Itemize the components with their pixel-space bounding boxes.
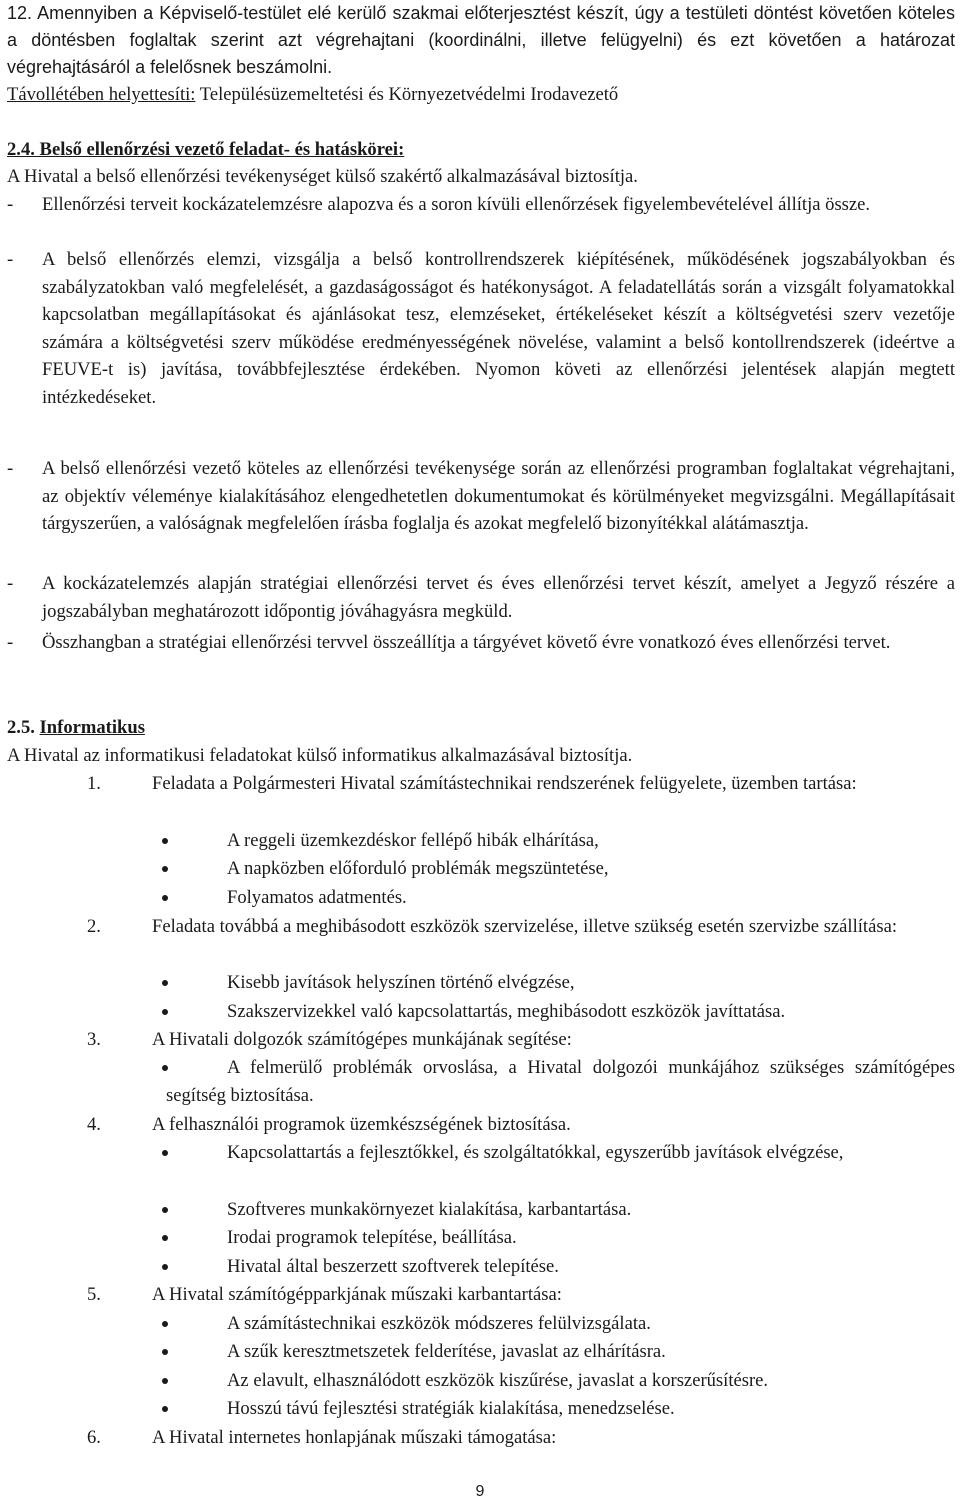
task-number: 6. xyxy=(87,1427,101,1448)
bullet-item xyxy=(166,1310,955,1338)
bullet-item xyxy=(166,1367,955,1395)
bullet-text: Folyamatos adatmentés. xyxy=(227,887,407,908)
bullet-icon xyxy=(162,838,168,844)
dash-marker: - xyxy=(7,194,14,215)
section-2-4-item-text: A belső ellenőrzési vezető köteles az ellenőrzési tevékenysége során az ellenőrzési programban foglaltakat végrehajtani, az objektív véleménye kialakításához elengedhetetlen dokumentumokat és körülményeket megvizsgálni. Megállapításait tárgyszerűen, a valóságnak megfelelően írásba foglalja és azokat megfelelő bizonyítékkal alátámasztja. xyxy=(42,458,955,534)
numbered-task xyxy=(87,1281,955,1309)
bullet-icon xyxy=(162,1009,168,1015)
deputy-line xyxy=(7,81,955,109)
task-number: 1. xyxy=(87,773,101,794)
dash-marker: - xyxy=(7,632,14,653)
bullet-icon xyxy=(162,1349,168,1355)
bullet-item xyxy=(166,1253,955,1281)
section-2-4-item-text: Ellenőrzési terveit kockázatelemzésre alapozva és a soron kívüli ellenőrzések figyelembevételével állítja össze. xyxy=(42,194,871,215)
task-text: A Hivatal internetes honlapjának műszaki támogatása: xyxy=(152,1427,557,1448)
item-12-text: 12. Amennyiben a Képviselő-testület elé kerülő szakmai előterjesztést készít, úgy a testületi döntést követően köteles a döntésben foglaltak szerint azt végrehajtani (koordinálni, illetve felügyelni) és ezt követően a határozat végrehajtásáról a felelősnek beszámolni. xyxy=(7,3,955,77)
dash-marker: - xyxy=(7,249,14,270)
task-number: 3. xyxy=(87,1029,101,1050)
bullet-icon xyxy=(162,980,168,986)
bullet-text: Hivatal által beszerzett szoftverek telepítése. xyxy=(227,1256,559,1277)
task-number: 4. xyxy=(87,1114,101,1135)
section-2-4-item-text: A kockázatelemzés alapján stratégiai ellenőrzési tervet és éves ellenőrzési tervet készít, amelyet a Jegyző részére a jogszabályban meghatározott időpontig jóváhagyásra megküld. xyxy=(42,573,955,622)
section-2-4-item xyxy=(7,455,955,538)
bullet-text: Irodai programok telepítése, beállítása. xyxy=(227,1227,517,1248)
section-2-4-item-text: A belső ellenőrzés elemzi, vizsgálja a belső kontrollrendszerek kiépítésének, működésének jogszabályokban és szabályzatokban való megfelelését, a gazdaságosságot és hatékonyságot. A feladatellátás során a vizsgált folyamatokkal kapcsolatban megállapításokat és ajánlásokat tesz, elemzéseket, értékeléseket készít a költségvetési szerv vezetője számára a költségvetési szerv működése eredményességének növelése, valamint a belső kontollrendszerek (ideértve a FEUVE-t is) javítása, továbbfejlesztése érdekében. Nyomon követi az ellenőrzési jelentések alapján megtett intézkedéseket. xyxy=(42,249,955,408)
section-2-4-item xyxy=(7,246,955,411)
bullet-item xyxy=(166,1338,955,1366)
numbered-task xyxy=(87,1111,955,1139)
section-2-4-intro: A Hivatal a belső ellenőrzési tevékenységet külső szakértő alkalmazásával biztosítja. xyxy=(7,166,638,187)
bullet-text: Szoftveres munkakörnyezet kialakítása, karbantartása. xyxy=(227,1199,632,1220)
task-text: Feladata a Polgármesteri Hivatal számítástechnikai rendszerének felügyelete, üzemben tartása: xyxy=(152,773,857,794)
bullet-icon xyxy=(162,1378,168,1384)
bullet-item xyxy=(166,827,955,855)
bullet-item xyxy=(166,969,955,997)
task-text: A Hivatal számítógépparkjának műszaki karbantartása: xyxy=(152,1284,562,1305)
bullet-text: Kapcsolattartás a fejlesztőkkel, és szolgáltatókkal, egyszerűbb javítások elvégzése, xyxy=(227,1142,844,1163)
bullet-icon xyxy=(162,1406,168,1412)
bullet-item xyxy=(166,1139,955,1167)
bullet-icon xyxy=(162,1264,168,1270)
bullet-icon xyxy=(162,895,168,901)
section-2-4-heading: 2.4. Belső ellenőrzési vezető feladat- és hatáskörei: xyxy=(7,139,405,160)
section-2-4-item xyxy=(7,570,955,625)
task-text: A felhasználói programok üzemkészségének biztosítása. xyxy=(152,1114,571,1135)
section-2-4-item xyxy=(7,191,955,219)
section-2-4-item xyxy=(7,629,955,657)
section-2-5-title: Informatikus xyxy=(39,717,145,738)
bullet-text: A szűk keresztmetszetek felderítése, javaslat az elhárításra. xyxy=(227,1341,666,1362)
bullet-icon xyxy=(162,1207,168,1213)
bullet-item xyxy=(166,884,955,912)
numbered-task xyxy=(87,1026,955,1054)
bullet-icon xyxy=(162,1235,168,1241)
task-text: Feladata továbbá a meghibásodott eszközök szervizelése, illetve szükség esetén szervizbe szállítása: xyxy=(152,916,898,937)
bullet-icon xyxy=(162,866,168,872)
bullet-text: Az elavult, elhasználódott eszközök kiszűrése, javaslat a korszerűsítésre. xyxy=(227,1370,769,1391)
bullet-icon xyxy=(162,1321,168,1327)
numbered-task xyxy=(87,1424,955,1452)
section-2-5-number: 2.5. xyxy=(7,717,35,738)
bullet-text: A számítástechnikai eszközök módszeres felülvizsgálata. xyxy=(227,1313,651,1334)
bullet-item xyxy=(166,1054,955,1109)
numbered-task xyxy=(87,770,955,798)
numbered-task xyxy=(87,913,955,941)
section-2-4-item-text: Összhangban a stratégiai ellenőrzési tervvel összeállítja a tárgyévet követő évre vonatkozó éves ellenőrzési tervet. xyxy=(42,632,891,653)
bullet-item xyxy=(166,855,955,883)
bullet-text: Kisebb javítások helyszínen történő elvégzése, xyxy=(227,972,575,993)
bullet-text: A napközben előforduló problémák megszüntetése, xyxy=(227,858,609,879)
dash-marker: - xyxy=(7,458,14,479)
page-number: 9 xyxy=(475,1483,485,1500)
bullet-text: Szakszervizekkel való kapcsolattartás, meghibásodott eszközök javíttatása. xyxy=(227,1001,786,1022)
task-text: A Hivatali dolgozók számítógépes munkájának segítése: xyxy=(152,1029,572,1050)
bullet-icon xyxy=(162,1150,168,1156)
section-2-5-heading xyxy=(7,714,955,742)
deputy-value: Településüzemeltetési és Környezetvédelmi Irodavezető xyxy=(195,84,619,105)
bullet-text: A reggeli üzemkezdéskor fellépő hibák elhárítása, xyxy=(227,830,599,851)
bullet-text: Hosszú távú fejlesztési stratégiák kialakítása, menedzselése. xyxy=(227,1398,675,1419)
bullet-item xyxy=(166,1224,955,1252)
item-12-paragraph xyxy=(7,0,955,81)
task-number: 2. xyxy=(87,916,101,937)
section-2-5-intro: A Hivatal az informatikusi feladatokat külső informatikus alkalmazásával biztosítja. xyxy=(7,745,633,766)
task-number: 5. xyxy=(87,1284,101,1305)
bullet-item xyxy=(166,1196,955,1224)
bullet-icon xyxy=(162,1065,168,1071)
bullet-item xyxy=(166,1395,955,1423)
bullet-item xyxy=(166,998,955,1026)
deputy-label: Távollétében helyettesíti: xyxy=(7,84,196,105)
bullet-text: A felmerülő problémák orvoslása, a Hivatal dolgozói munkájához szükséges számítógépes segítség biztosítása. xyxy=(166,1057,955,1106)
dash-marker: - xyxy=(7,573,14,594)
